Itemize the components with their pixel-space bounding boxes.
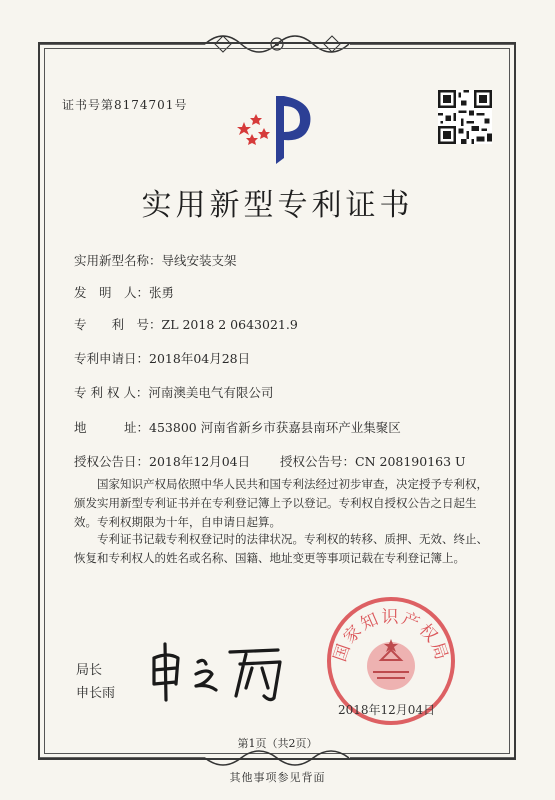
field-label: 授权公告日： — [74, 454, 150, 469]
field-patentee — [74, 383, 273, 401]
body-paragraph-grant: 国家知识产权局依照中华人民共和国专利法经过初步审查，决定授予专利权，颁发实用新型专利证书并在专利登记簿上予以登记。专利权自授权公告之日起生效。专利权期限为十年，自申请日起算。 — [74, 477, 488, 529]
field-utility-model-name — [74, 251, 237, 269]
footer-note: 其他事项参见背面 — [229, 771, 326, 784]
svg-text:国家知识产权局: 国家知识产权局 — [330, 607, 452, 665]
signer-title: 局长 — [76, 663, 103, 678]
field-value: 张勇 — [149, 285, 175, 300]
field-grant-date — [74, 452, 250, 470]
certificate-title: 实用新型专利证书 — [141, 188, 414, 223]
field-label: 授权公告号： — [280, 454, 356, 469]
cnipa-logo-icon — [228, 88, 318, 166]
field-value: 导线安装支架 — [161, 253, 237, 268]
body-paragraph-legal-status: 专利证书记载专利权登记时的法律状况。专利权的转移、质押、无效、终止、恢复和专利权人的姓名或名称、国籍、地址变更等事项记载在专利登记簿上。 — [74, 532, 488, 565]
signer-name: 申长雨 — [76, 686, 116, 701]
qr-code-icon — [438, 90, 492, 144]
field-label: 专 利 号： — [74, 317, 162, 332]
field-filing-date — [74, 349, 250, 367]
field-value: 2018年04月28日 — [149, 351, 251, 366]
field-value: 453800 河南省新乡市获嘉县南环产业集聚区 — [149, 420, 401, 435]
seal-date: 2018年12月04日 — [338, 703, 436, 717]
field-address — [74, 418, 401, 436]
field-label: 发 明 人： — [74, 285, 150, 300]
page-number: 第1页（共2页） — [237, 737, 318, 750]
field-label: 实用新型名称： — [74, 253, 162, 268]
certificate-number: 证书号第8174701号 — [62, 98, 188, 112]
field-value: 河南澳美电气有限公司 — [148, 385, 274, 400]
field-value: ZL 2018 2 0643021.9 — [161, 317, 298, 332]
handwritten-signature — [146, 640, 294, 704]
field-label: 地 址： — [74, 420, 150, 435]
field-value: CN 208190163 U — [355, 454, 466, 469]
field-grant-number — [280, 452, 466, 470]
field-label: 专 利 权 人： — [74, 385, 149, 400]
field-inventor — [74, 283, 174, 301]
field-label: 专利申请日： — [74, 351, 150, 366]
field-patent-number — [74, 315, 298, 333]
field-value: 2018年12月04日 — [149, 454, 251, 469]
